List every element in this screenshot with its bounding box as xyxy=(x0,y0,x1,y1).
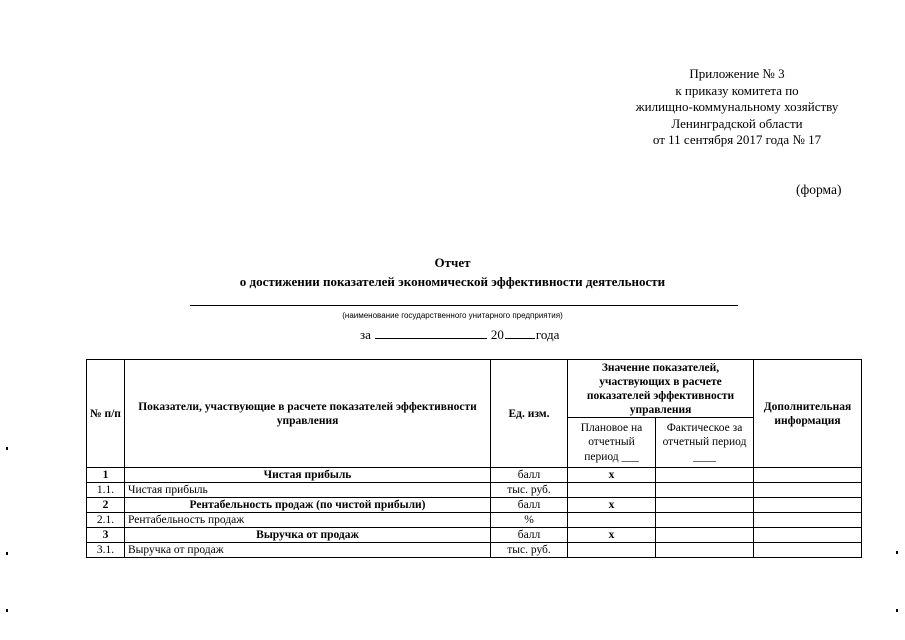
report-title-line-1: Отчет xyxy=(434,255,471,270)
indicators-table xyxy=(86,359,862,558)
scan-speck xyxy=(896,551,898,554)
row-name: Выручка от продаж xyxy=(125,528,491,543)
report-title-line-2: о достижении показателей экономической эффективности деятельности xyxy=(239,274,666,289)
annex-line-1: Приложение № 3 xyxy=(689,66,785,81)
row-unit: % xyxy=(491,513,568,528)
row-fact xyxy=(656,498,754,513)
period-year: 20 xyxy=(490,327,504,342)
organization-name-line xyxy=(190,305,738,306)
row-fact xyxy=(656,543,754,558)
row-name: Рентабельность продаж (по чистой прибыли) xyxy=(125,498,491,513)
row-extra xyxy=(754,528,862,543)
table-row xyxy=(87,528,862,543)
header-num: № п/п xyxy=(87,360,125,468)
scan-speck xyxy=(896,609,898,612)
row-fact xyxy=(656,483,754,498)
row-num: 1 xyxy=(87,468,125,483)
row-unit: балл xyxy=(491,468,568,483)
row-extra xyxy=(754,468,862,483)
row-fact xyxy=(656,468,754,483)
header-extra: Дополнительная информация xyxy=(754,360,862,468)
row-plan: х xyxy=(568,528,656,543)
table-row xyxy=(87,468,862,483)
row-name: Выручка от продаж xyxy=(125,543,491,558)
header-indicators: Показатели, участвующие в расчете показателей эффективности управления xyxy=(125,360,491,468)
table-row xyxy=(87,513,862,528)
scan-speck xyxy=(6,609,8,612)
row-plan xyxy=(568,483,656,498)
row-fact xyxy=(656,528,754,543)
row-fact xyxy=(656,513,754,528)
report-title xyxy=(0,253,905,291)
annex-line-3: жилищно-коммунальному хозяйству xyxy=(635,99,839,114)
row-extra xyxy=(754,498,862,513)
row-num: 1.1. xyxy=(87,483,125,498)
row-extra xyxy=(754,483,862,498)
annex-line-4: Ленинградской области xyxy=(671,115,803,131)
row-name: Чистая прибыль xyxy=(125,483,491,498)
table-header-row xyxy=(87,360,862,418)
row-unit: тыс. руб. xyxy=(491,543,568,558)
header-plan: Плановое на отчетный период ___ xyxy=(568,418,656,468)
period-suffix: года xyxy=(535,327,560,342)
row-plan xyxy=(568,513,656,528)
organization-name-caption: (наименование государственного унитарного предприятия) xyxy=(342,311,563,320)
annex-header xyxy=(612,66,862,149)
row-unit: балл xyxy=(491,498,568,513)
scan-speck xyxy=(6,447,8,450)
header-unit: Ед. изм. xyxy=(491,360,568,468)
row-extra xyxy=(754,513,862,528)
row-name: Рентабельность продаж xyxy=(125,513,491,528)
report-period xyxy=(360,326,559,343)
period-blank xyxy=(375,326,487,339)
row-unit: тыс. руб. xyxy=(491,483,568,498)
period-prefix: за xyxy=(360,327,371,342)
table-row xyxy=(87,543,862,558)
row-num: 2 xyxy=(87,498,125,513)
row-extra xyxy=(754,543,862,558)
row-unit: балл xyxy=(491,528,568,543)
table-row xyxy=(87,483,862,498)
form-label: (форма) xyxy=(796,182,842,197)
row-plan xyxy=(568,543,656,558)
row-plan: х xyxy=(568,468,656,483)
header-fact: Фактическое за отчетный период ____ xyxy=(656,418,754,468)
year-blank xyxy=(505,326,535,339)
scan-speck xyxy=(6,552,8,555)
annex-line-2: к приказу комитета по xyxy=(675,82,799,98)
table-row xyxy=(87,498,862,513)
row-num: 3.1. xyxy=(87,543,125,558)
row-num: 3 xyxy=(87,528,125,543)
annex-line-5: от 11 сентября 2017 года № 17 xyxy=(652,132,822,147)
row-num: 2.1. xyxy=(87,513,125,528)
header-value: Значение показателей, участвующих в расчете показателей эффективности управления xyxy=(568,360,754,418)
row-plan: х xyxy=(568,498,656,513)
row-name: Чистая прибыль xyxy=(125,468,491,483)
